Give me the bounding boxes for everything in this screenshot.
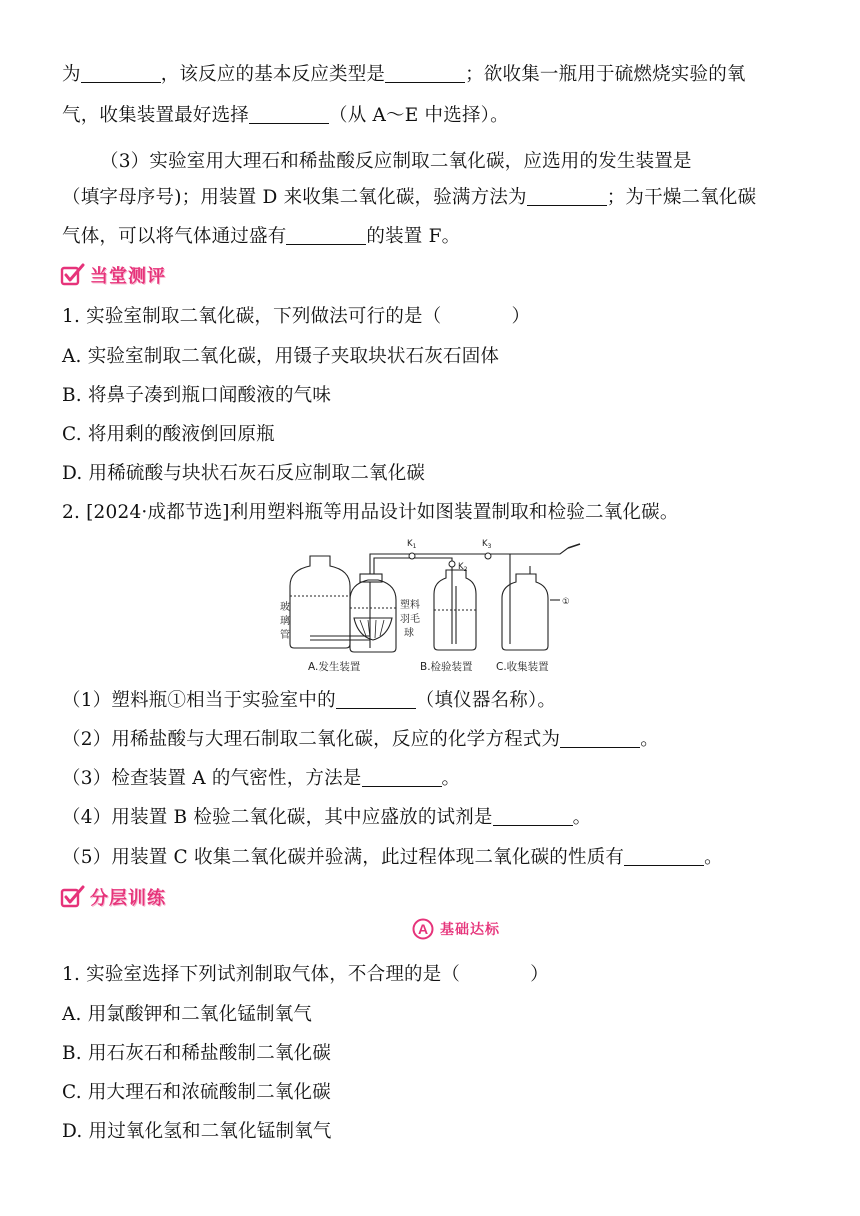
- text-segment: ；为干燥二氧化碳: [606, 187, 757, 208]
- label-feather-1: 塑: [400, 600, 410, 611]
- text-line-1: [62, 60, 746, 86]
- circle-mark: ①: [562, 597, 570, 607]
- text-line-3: [100, 147, 692, 173]
- checkbox-icon: [60, 885, 86, 909]
- answer-blank[interactable]: [81, 64, 161, 83]
- text-segment: 为: [62, 64, 81, 85]
- label-feather-2: 料: [410, 600, 420, 611]
- answer-blank[interactable]: [336, 690, 416, 709]
- text-segment: （从 A～E 中选择）。: [329, 105, 509, 126]
- label-feather-4: 毛: [410, 614, 420, 625]
- caption-generator: A.发生装置: [308, 661, 361, 673]
- text-segment: ，该反应的基本反应类型是: [160, 64, 386, 85]
- section-title: 分层训练: [90, 888, 166, 909]
- text-segment: 气，收集装置最好选择: [62, 105, 250, 126]
- question-1-option-a: A. 实验室制取二氧化碳，用镊子夹取块状石灰石固体: [62, 346, 500, 367]
- section-header-training: [60, 884, 166, 910]
- svg-text:K3: $K_3$: [482, 539, 492, 550]
- question-1-option-b: B. 将鼻子凑到瓶口闻酸液的气味: [62, 385, 332, 406]
- text-line-4: [62, 183, 756, 209]
- caption-collect: C.收集装置: [496, 661, 549, 673]
- label-glass-tube-1: 玻: [280, 602, 290, 613]
- level-title: 基础达标: [440, 922, 500, 938]
- caption-test: B.检验装置: [420, 661, 473, 673]
- text-line-5: [62, 222, 460, 248]
- label-feather-5: 球: [404, 628, 414, 639]
- text-segment: （3）实验室用大理石和稀盐酸反应制取二氧化碳，应选用的发生装置是: [100, 151, 692, 172]
- section-header-practice: [60, 262, 166, 288]
- question-3-option-c: C. 用大理石和浓硫酸制二氧化碳: [62, 1082, 331, 1103]
- level-a-badge-icon: [412, 918, 434, 940]
- question-2-sub-5: （5）用装置 C 收集二氧化碳并验满，此过程体现二氧化碳的性质有 。: [62, 847, 723, 868]
- valve-k1-label: K: [407, 539, 413, 549]
- apparatus-diagram: [280, 536, 590, 676]
- question-3-option-d: D. 用过氧化氢和二氧化锰制氧气: [62, 1121, 332, 1142]
- question-2-stem: 2. [2024·成都节选]利用塑料瓶等用品设计如图装置制取和检验二氧化碳。: [62, 502, 679, 523]
- text-segment: （填字母序号)；用装置 D 来收集二氧化碳，验满方法为: [62, 187, 527, 208]
- answer-blank[interactable]: [385, 64, 465, 83]
- svg-text:A: A: [417, 921, 429, 937]
- section-title: 当堂测评: [90, 266, 166, 287]
- text-segment: ；欲收集一瓶用于硫燃烧实验的氧: [465, 64, 746, 85]
- question-3-stem: 1. 实验室选择下列试剂制取气体，不合理的是（ ）: [62, 964, 549, 985]
- svg-text:K1: $K_1$: [407, 539, 417, 550]
- label-feather-3: 羽: [400, 614, 410, 625]
- text-segment: 的装置 F。: [366, 226, 461, 247]
- question-3-option-a: A. 用氯酸钾和二氧化锰制氧气: [62, 1004, 313, 1025]
- level-header: [412, 918, 500, 940]
- answer-blank[interactable]: [249, 105, 329, 124]
- text-line-2: [62, 101, 509, 127]
- answer-blank[interactable]: [286, 226, 366, 245]
- label-glass-tube-2: 璃: [280, 616, 290, 627]
- question-2-sub-2: （2）用稀盐酸与大理石制取二氧化碳，反应的化学方程式为 。: [62, 729, 659, 750]
- text-segment: 气体，可以将气体通过盛有: [62, 226, 287, 247]
- question-1-option-c: C. 将用剩的酸液倒回原瓶: [62, 424, 275, 445]
- answer-blank[interactable]: [527, 187, 607, 206]
- label-glass-tube-3: 管: [280, 630, 290, 641]
- question-2-sub-4: （4）用装置 B 检验二氧化碳，其中应盛放的试剂是 。: [62, 807, 592, 828]
- answer-blank[interactable]: [362, 768, 442, 787]
- question-2-sub-3: （3）检查装置 A 的气密性，方法是 。: [62, 768, 461, 789]
- answer-blank[interactable]: [493, 807, 573, 826]
- question-1-stem: 1. 实验室制取二氧化碳，下列做法可行的是（ ）: [62, 306, 531, 327]
- valve-k3-label: K: [482, 539, 488, 549]
- question-1-option-d: D. 用稀硫酸与块状石灰石反应制取二氧化碳: [62, 463, 426, 484]
- answer-blank[interactable]: [560, 729, 640, 748]
- question-3-option-b: B. 用石灰石和稀盐酸制二氧化碳: [62, 1043, 332, 1064]
- svg-text:K2: $K_2$: [458, 562, 468, 573]
- answer-blank[interactable]: [624, 847, 704, 866]
- checkbox-icon: [60, 263, 86, 287]
- question-2-sub-1: （1）塑料瓶①相当于实验室中的 （填仪器名称）。: [62, 690, 557, 711]
- valve-k2-label: K: [458, 562, 464, 572]
- apparatus-figure: [280, 536, 590, 676]
